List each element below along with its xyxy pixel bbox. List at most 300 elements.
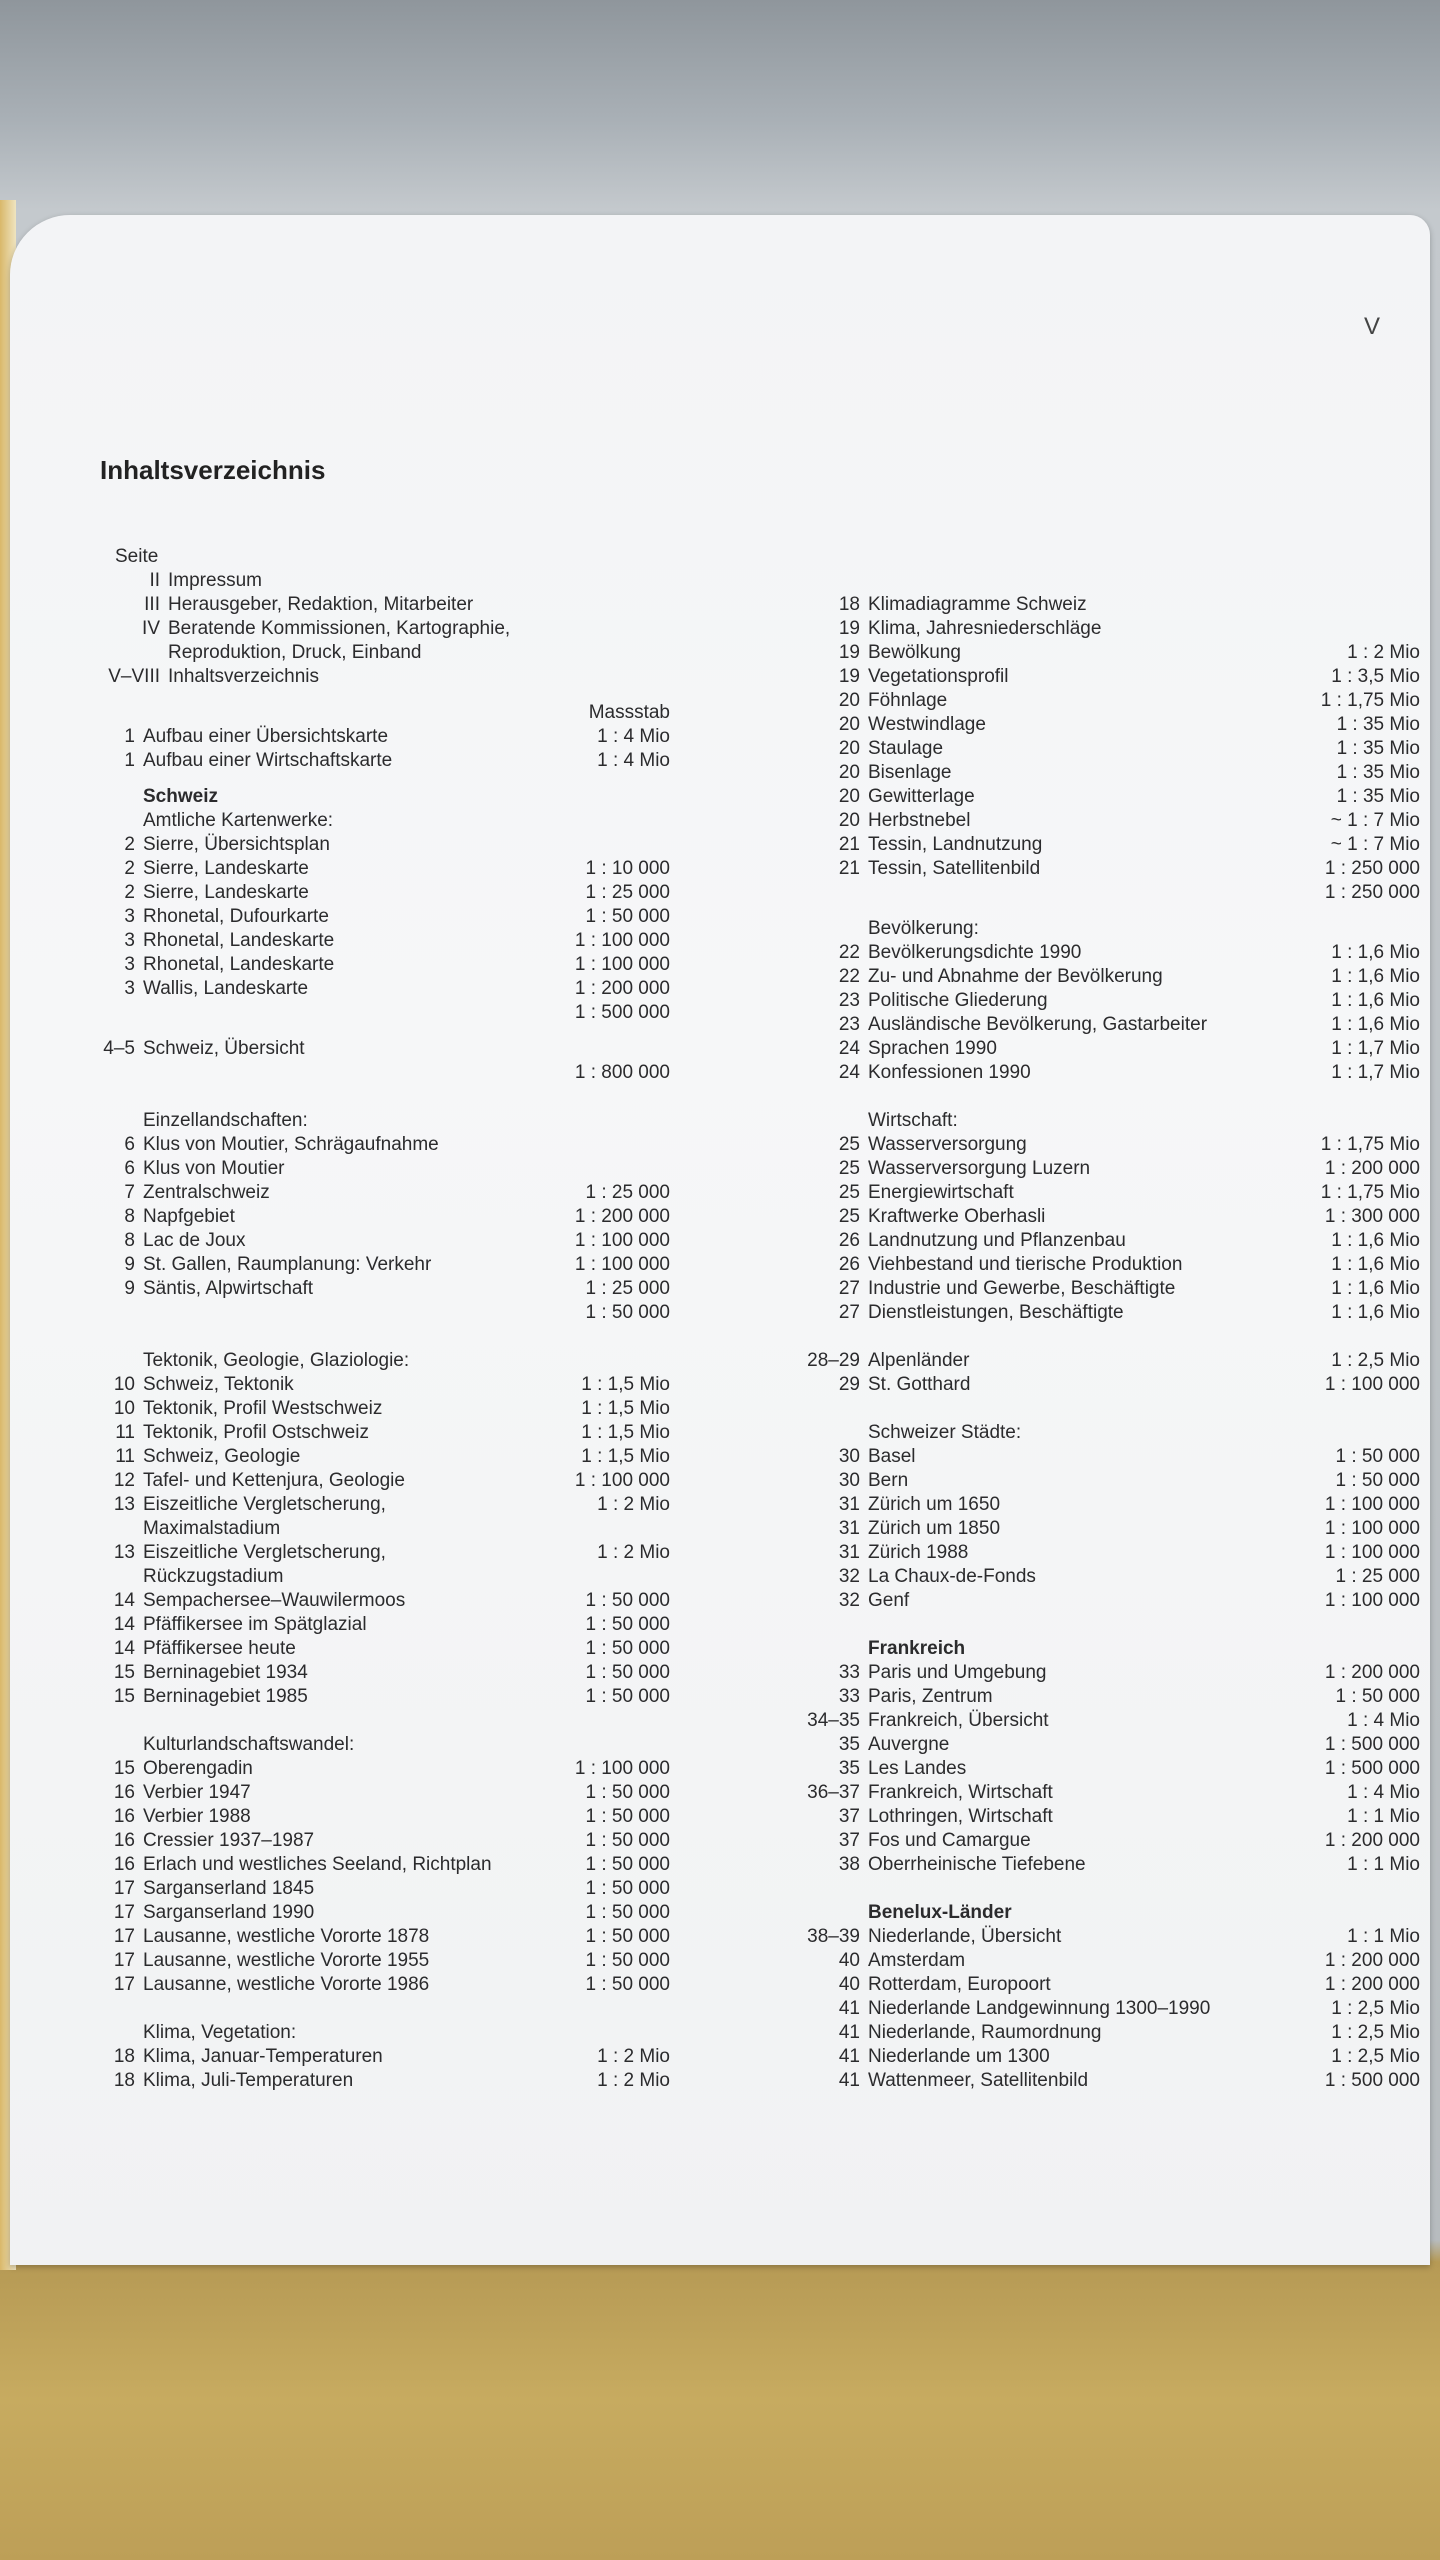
toc-entry xyxy=(40,1181,700,1205)
entry-page-number: 28–29 xyxy=(807,1350,860,1371)
entry-scale: 1 : 100 000 xyxy=(1324,1518,1420,1539)
entry-title: Zentralschweiz xyxy=(143,1182,270,1203)
entry-page-number: 20 xyxy=(838,762,860,783)
entry-page-number: 35 xyxy=(838,1758,860,1779)
toc-group xyxy=(40,1373,700,1709)
entry-page-number: 17 xyxy=(113,1878,135,1899)
entry-title: Staulage xyxy=(868,738,944,759)
entry-scale: 1 : 100 000 xyxy=(1324,1590,1420,1611)
entry-page-number: 14 xyxy=(113,1590,135,1611)
toc-entry xyxy=(40,1493,700,1517)
entry-title: Wasserversorgung xyxy=(868,1134,1027,1155)
entry-scale: 1 : 50 000 xyxy=(585,1830,670,1851)
toc-heading xyxy=(40,545,700,569)
section-heading-schweiz: Schweiz xyxy=(143,786,218,807)
entry-title: Sarganserland 1845 xyxy=(143,1878,315,1899)
entry-scale: 1 : 1,75 Mio xyxy=(1320,1182,1420,1203)
entry-page-number: V–VIII xyxy=(108,666,160,687)
toc-entry xyxy=(40,1565,700,1589)
entry-page-number: 37 xyxy=(838,1806,860,1827)
entry-title: Maximalstadium xyxy=(143,1518,281,1539)
entry-title: Rotterdam, Europoort xyxy=(868,1974,1051,1995)
entry-page-number: 40 xyxy=(838,1974,860,1995)
entry-page-number: 13 xyxy=(113,1494,135,1515)
entry-page-number: 25 xyxy=(838,1206,860,1227)
entry-scale: 1 : 50 000 xyxy=(585,1302,670,1323)
toc-entry xyxy=(770,2045,1420,2069)
toc-entry xyxy=(40,1445,700,1469)
entry-scale: 1 : 50 000 xyxy=(585,1662,670,1683)
entry-title: Auvergne xyxy=(868,1734,950,1755)
entry-title: Schweiz, Geologie xyxy=(143,1446,301,1467)
entry-page-number: 20 xyxy=(838,690,860,711)
toc-entry xyxy=(770,617,1420,641)
toc-entry xyxy=(770,1781,1420,1805)
entry-scale: 1 : 50 000 xyxy=(585,1854,670,1875)
toc-group xyxy=(770,1925,1420,2093)
toc-group xyxy=(770,593,1420,905)
subsection-heading: Wirtschaft: xyxy=(868,1110,958,1131)
toc-group xyxy=(40,725,700,773)
entry-scale: 1 : 50 000 xyxy=(585,1902,670,1923)
toc-entry xyxy=(770,1685,1420,1709)
entry-title: Lausanne, westliche Vororte 1878 xyxy=(143,1926,430,1947)
entry-page-number: 31 xyxy=(838,1518,860,1539)
entry-page-number: 24 xyxy=(838,1038,860,1059)
entry-title: Bewölkung xyxy=(868,642,961,663)
entry-scale: 1 : 1,5 Mio xyxy=(581,1446,670,1467)
seite-label: Seite xyxy=(115,546,159,567)
entry-title: Konfessionen 1990 xyxy=(868,1062,1031,1083)
entry-page-number: 16 xyxy=(113,1806,135,1827)
entry-scale: ~ 1 : 7 Mio xyxy=(1330,834,1420,855)
toc-entry xyxy=(40,1829,700,1853)
entry-title: Bevölkerungsdichte 1990 xyxy=(868,942,1082,963)
toc-entry xyxy=(770,809,1420,833)
entry-page-number: 41 xyxy=(838,2046,860,2067)
entry-page-number: 20 xyxy=(838,738,860,759)
entry-scale: 1 : 2 Mio xyxy=(597,1542,670,1563)
entry-page-number: 13 xyxy=(113,1542,135,1563)
entry-scale: 1 : 50 000 xyxy=(585,906,670,927)
entry-title: Zu- und Abnahme der Bevölkerung xyxy=(868,966,1163,987)
entry-page-number: 23 xyxy=(838,990,860,1011)
entry-scale: 1 : 25 000 xyxy=(1335,1566,1420,1587)
entry-scale: 1 : 35 Mio xyxy=(1336,714,1420,735)
entry-scale: 1 : 1 Mio xyxy=(1347,1854,1420,1875)
entry-title: Bern xyxy=(868,1470,909,1491)
toc-entry xyxy=(40,857,700,881)
entry-page-number: 38 xyxy=(838,1854,860,1875)
entry-scale: 1 : 100 000 xyxy=(574,1758,670,1779)
entry-title: Wallis, Landeskarte xyxy=(143,978,309,999)
entry-scale: 1 : 25 000 xyxy=(585,1278,670,1299)
entry-title: Wasserversorgung Luzern xyxy=(868,1158,1091,1179)
toc-entry xyxy=(770,1181,1420,1205)
entry-page-number: 35 xyxy=(838,1734,860,1755)
entry-title: Herbstnebel xyxy=(868,810,971,831)
toc-entry xyxy=(40,1661,700,1685)
entry-page-number: 21 xyxy=(838,858,860,879)
entry-title: Herausgeber, Redaktion, Mitarbeiter xyxy=(168,594,474,615)
entry-title: Napfgebiet xyxy=(143,1206,235,1227)
entry-title: Säntis, Alpwirtschaft xyxy=(143,1278,314,1299)
entry-title: Tektonik, Profil Westschweiz xyxy=(143,1398,383,1419)
entry-scale: 1 : 50 000 xyxy=(585,1806,670,1827)
entry-scale: 1 : 200 000 xyxy=(1324,1662,1420,1683)
toc-page xyxy=(10,215,1430,2265)
entry-scale: 1 : 50 000 xyxy=(1335,1470,1420,1491)
entry-title: Pfäffikersee im Spätglazial xyxy=(143,1614,367,1635)
entry-page-number: 2 xyxy=(124,882,135,903)
entry-scale: 1 : 500 000 xyxy=(574,1002,670,1023)
entry-scale: 1 : 2,5 Mio xyxy=(1331,2022,1420,2043)
toc-entry xyxy=(40,725,700,749)
entry-scale: 1 : 4 Mio xyxy=(597,750,670,771)
entry-title: Bisenlage xyxy=(868,762,952,783)
toc-entry xyxy=(40,1949,700,1973)
entry-scale: 1 : 2,5 Mio xyxy=(1331,1350,1420,1371)
entry-page-number: 30 xyxy=(838,1446,860,1467)
toc-entry xyxy=(770,2021,1420,2045)
entry-page-number: 11 xyxy=(115,1446,135,1467)
entry-page-number: 15 xyxy=(113,1662,135,1683)
entry-page-number: 21 xyxy=(838,834,860,855)
entry-scale: 1 : 1,75 Mio xyxy=(1320,690,1420,711)
entry-scale: 1 : 2 Mio xyxy=(597,2070,670,2091)
entry-page-number: 1 xyxy=(124,750,135,771)
entry-page-number: 31 xyxy=(838,1542,860,1563)
entry-page-number: 18 xyxy=(838,594,860,615)
toc-left-column xyxy=(40,545,700,2093)
entry-scale: 1 : 300 000 xyxy=(1324,1206,1420,1227)
subsection-heading: Bevölkerung: xyxy=(868,918,979,939)
entry-page-number: 2 xyxy=(124,858,135,879)
entry-page-number: 22 xyxy=(838,942,860,963)
entry-page-number: 9 xyxy=(124,1254,135,1275)
toc-entry xyxy=(770,761,1420,785)
entry-scale: 1 : 25 000 xyxy=(585,882,670,903)
entry-title: Pfäffikersee heute xyxy=(143,1638,296,1659)
entry-page-number: 22 xyxy=(838,966,860,987)
subsection-heading: Tektonik, Geologie, Glaziologie: xyxy=(143,1350,410,1371)
entry-page-number: 17 xyxy=(113,1974,135,1995)
toc-entry xyxy=(770,881,1420,905)
toc-entry xyxy=(770,989,1420,1013)
entry-title: Impressum xyxy=(168,570,262,591)
entry-scale: 1 : 1,6 Mio xyxy=(1331,1302,1420,1323)
entry-scale: 1 : 800 000 xyxy=(574,1062,670,1083)
entry-scale: 1 : 1 Mio xyxy=(1347,1926,1420,1947)
entry-title: Sierre, Landeskarte xyxy=(143,882,309,903)
entry-scale: 1 : 50 000 xyxy=(585,1878,670,1899)
entry-scale: 1 : 2,5 Mio xyxy=(1331,2046,1420,2067)
entry-page-number: IV xyxy=(142,618,160,639)
entry-scale: 1 : 1,6 Mio xyxy=(1331,1278,1420,1299)
entry-title: Basel xyxy=(868,1446,916,1467)
toc-entry xyxy=(40,1001,700,1025)
entry-title: Amsterdam xyxy=(868,1950,966,1971)
toc-entry xyxy=(40,929,700,953)
entry-title: Zürich um 1850 xyxy=(868,1518,1001,1539)
entry-page-number: 4–5 xyxy=(103,1038,135,1059)
toc-entry xyxy=(40,1133,700,1157)
toc-entry xyxy=(770,737,1420,761)
entry-scale: 1 : 50 000 xyxy=(585,1926,670,1947)
entry-page-number: 24 xyxy=(838,1062,860,1083)
toc-entry xyxy=(40,905,700,929)
entry-page-number: 27 xyxy=(838,1278,860,1299)
toc-entry xyxy=(40,833,700,857)
entry-scale: 1 : 500 000 xyxy=(1324,2070,1420,2091)
toc-entry xyxy=(770,665,1420,689)
entry-page-number: 15 xyxy=(113,1758,135,1779)
entry-scale: 1 : 100 000 xyxy=(574,1230,670,1251)
entry-page-number: 26 xyxy=(838,1230,860,1251)
entry-title: Westwindlage xyxy=(868,714,986,735)
page-title: Inhaltsverzeichnis xyxy=(100,455,326,485)
toc-entry xyxy=(40,1901,700,1925)
entry-title: Klima, Januar-Temperaturen xyxy=(143,2046,383,2067)
entry-page-number: 6 xyxy=(124,1158,135,1179)
entry-page-number: 26 xyxy=(838,1254,860,1275)
entry-title: Tessin, Landnutzung xyxy=(868,834,1043,855)
entry-page-number: 32 xyxy=(838,1566,860,1587)
entry-page-number: 3 xyxy=(124,954,135,975)
entry-page-number: II xyxy=(149,570,160,591)
entry-title: Cressier 1937–1987 xyxy=(143,1830,315,1851)
entry-title: Rückzugstadium xyxy=(143,1566,284,1587)
toc-entry xyxy=(770,1037,1420,1061)
entry-scale: 1 : 2 Mio xyxy=(1347,642,1420,663)
entry-title: Niederlande, Raumordnung xyxy=(868,2022,1102,2043)
entry-title: Alpenländer xyxy=(868,1350,970,1371)
entry-page-number: 19 xyxy=(838,618,860,639)
entry-title: Sierre, Landeskarte xyxy=(143,858,309,879)
entry-page-number: 8 xyxy=(124,1206,135,1227)
entry-title: La Chaux-de-Fonds xyxy=(868,1566,1036,1587)
toc-entry xyxy=(770,689,1420,713)
toc-group xyxy=(40,833,700,1025)
entry-page-number: 41 xyxy=(838,1998,860,2019)
entry-scale: 1 : 200 000 xyxy=(1324,1974,1420,1995)
toc-entry xyxy=(40,1589,700,1613)
entry-title: Klima, Jahresniederschläge xyxy=(868,618,1102,639)
entry-scale: 1 : 25 000 xyxy=(585,1182,670,1203)
entry-scale: 1 : 100 000 xyxy=(1324,1374,1420,1395)
entry-page-number: 20 xyxy=(838,810,860,831)
entry-page-number: 3 xyxy=(124,906,135,927)
entry-scale: 1 : 100 000 xyxy=(574,954,670,975)
entry-title: Lausanne, westliche Vororte 1955 xyxy=(143,1950,430,1971)
entry-page-number: 15 xyxy=(113,1686,135,1707)
entry-title: Rhonetal, Landeskarte xyxy=(143,954,335,975)
entry-scale: ~ 1 : 7 Mio xyxy=(1330,810,1420,831)
entry-title: Ausländische Bevölkerung, Gastarbeiter xyxy=(868,1014,1208,1035)
entry-title: Reproduktion, Druck, Einband xyxy=(168,642,422,663)
section-heading-frankreich: Frankreich xyxy=(868,1638,966,1659)
entry-title: Les Landes xyxy=(868,1758,967,1779)
entry-page-number: 25 xyxy=(838,1158,860,1179)
entry-page-number: 40 xyxy=(838,1950,860,1971)
entry-page-number: 18 xyxy=(113,2046,135,2067)
entry-scale: 1 : 1,6 Mio xyxy=(1331,942,1420,963)
entry-scale: 1 : 100 000 xyxy=(1324,1542,1420,1563)
entry-title: Fos und Camargue xyxy=(868,1830,1031,1851)
front-matter-list xyxy=(40,569,700,689)
entry-scale: 1 : 3,5 Mio xyxy=(1331,666,1420,687)
toc-entry xyxy=(770,833,1420,857)
entry-scale: 1 : 50 000 xyxy=(1335,1686,1420,1707)
entry-page-number: 9 xyxy=(124,1278,135,1299)
toc-entry xyxy=(770,1661,1420,1685)
toc-entry xyxy=(770,1829,1420,1853)
toc-entry xyxy=(770,1541,1420,1565)
toc-entry xyxy=(770,2069,1420,2093)
entry-scale: 1 : 1,5 Mio xyxy=(581,1398,670,1419)
entry-title: Lothringen, Wirtschaft xyxy=(868,1806,1053,1827)
entry-scale: 1 : 2 Mio xyxy=(597,2046,670,2067)
toc-entry xyxy=(40,1757,700,1781)
toc-entry xyxy=(40,977,700,1001)
entry-page-number: 3 xyxy=(124,930,135,951)
entry-page-number: 33 xyxy=(838,1662,860,1683)
entry-scale: 1 : 1,7 Mio xyxy=(1331,1062,1420,1083)
entry-scale: 1 : 1,6 Mio xyxy=(1331,1014,1420,1035)
entry-page-number: 10 xyxy=(113,1374,135,1395)
entry-scale: 1 : 4 Mio xyxy=(597,726,670,747)
entry-title: Gewitterlage xyxy=(868,786,975,807)
entry-scale: 1 : 200 000 xyxy=(574,978,670,999)
toc-group xyxy=(770,1349,1420,1397)
entry-page-number: 30 xyxy=(838,1470,860,1491)
entry-title: Paris und Umgebung xyxy=(868,1662,1047,1683)
entry-page-number: 12 xyxy=(113,1470,135,1491)
entry-title: Niederlande Landgewinnung 1300–1990 xyxy=(868,1998,1211,2019)
toc-entry xyxy=(770,1445,1420,1469)
toc-entry xyxy=(770,1733,1420,1757)
toc-entry xyxy=(770,1709,1420,1733)
entry-page-number: 41 xyxy=(838,2070,860,2091)
entry-title: Rhonetal, Dufourkarte xyxy=(143,906,329,927)
entry-title: Föhnlage xyxy=(868,690,948,711)
entry-scale: 1 : 250 000 xyxy=(1324,858,1420,879)
entry-title: Politische Gliederung xyxy=(868,990,1048,1011)
entry-scale: 1 : 100 000 xyxy=(574,930,670,951)
entry-page-number: 16 xyxy=(113,1854,135,1875)
entry-title: Tafel- und Kettenjura, Geologie xyxy=(143,1470,405,1491)
entry-scale: 1 : 35 Mio xyxy=(1336,786,1420,807)
entry-page-number: 31 xyxy=(838,1494,860,1515)
entry-page-number: 33 xyxy=(838,1686,860,1707)
entry-page-number: 25 xyxy=(838,1134,860,1155)
subsection-heading: Kulturlandschaftswandel: xyxy=(143,1734,355,1755)
entry-scale: 1 : 200 000 xyxy=(1324,1158,1420,1179)
entry-page-number: 8 xyxy=(124,1230,135,1251)
entry-title: Oberengadin xyxy=(143,1758,253,1779)
entry-title: Tektonik, Profil Ostschweiz xyxy=(143,1422,369,1443)
entry-page-number: 18 xyxy=(113,2070,135,2091)
entry-title: Zürich 1988 xyxy=(868,1542,969,1563)
toc-entry xyxy=(770,1205,1420,1229)
entry-page-number: 14 xyxy=(113,1638,135,1659)
toc-entry xyxy=(40,641,700,665)
entry-page-number: 36–37 xyxy=(807,1782,860,1803)
toc-entry xyxy=(770,1061,1420,1085)
entry-page-number: 6 xyxy=(124,1134,135,1155)
entry-title: Zürich um 1650 xyxy=(868,1494,1001,1515)
toc-entry xyxy=(40,617,700,641)
toc-entry xyxy=(40,1253,700,1277)
entry-title: Kraftwerke Oberhasli xyxy=(868,1206,1046,1227)
entry-title: Dienstleistungen, Beschäftigte xyxy=(868,1302,1124,1323)
toc-group xyxy=(40,1037,700,1085)
entry-page-number: 19 xyxy=(838,642,860,663)
entry-scale: 1 : 1,6 Mio xyxy=(1331,990,1420,1011)
entry-page-number: 29 xyxy=(838,1374,860,1395)
toc-entry xyxy=(40,749,700,773)
entry-page-number: 20 xyxy=(838,786,860,807)
entry-scale: 1 : 1,6 Mio xyxy=(1331,966,1420,987)
toc-entry xyxy=(770,941,1420,965)
toc-entry xyxy=(770,1301,1420,1325)
page-number: V xyxy=(1363,313,1380,340)
toc-entry xyxy=(40,1061,700,1085)
entry-title: Energiewirtschaft xyxy=(868,1182,1014,1203)
toc-entry xyxy=(40,881,700,905)
entry-page-number: 19 xyxy=(838,666,860,687)
entry-scale: 1 : 500 000 xyxy=(1324,1734,1420,1755)
entry-title: Sierre, Übersichtsplan xyxy=(143,834,330,855)
entry-title: St. Gotthard xyxy=(868,1374,971,1395)
entry-title: Klus von Moutier, Schrägaufnahme xyxy=(143,1134,439,1155)
entry-title: Landnutzung und Pflanzenbau xyxy=(868,1230,1126,1251)
toc-entry xyxy=(40,1301,700,1325)
entry-title: Viehbestand und tierische Produktion xyxy=(868,1254,1183,1275)
entry-scale: 1 : 1,75 Mio xyxy=(1320,1134,1420,1155)
entry-page-number: 34–35 xyxy=(807,1710,860,1731)
subsection-heading: Klima, Vegetation: xyxy=(143,2022,297,2043)
entry-page-number: 16 xyxy=(113,1830,135,1851)
entry-page-number: 17 xyxy=(113,1902,135,1923)
toc-entry xyxy=(770,1373,1420,1397)
entry-title: Frankreich, Wirtschaft xyxy=(868,1782,1053,1803)
entry-scale: 1 : 250 000 xyxy=(1324,882,1420,903)
toc-entry xyxy=(770,857,1420,881)
entry-scale: 1 : 4 Mio xyxy=(1347,1710,1420,1731)
entry-title: Lausanne, westliche Vororte 1986 xyxy=(143,1974,430,1995)
entry-title: Lac de Joux xyxy=(143,1230,246,1251)
toc-entry xyxy=(40,1157,700,1181)
entry-page-number: 14 xyxy=(113,1614,135,1635)
entry-page-number: 11 xyxy=(115,1422,135,1443)
entry-page-number: 38–39 xyxy=(807,1926,860,1947)
toc-entry xyxy=(770,1805,1420,1829)
entry-scale: 1 : 4 Mio xyxy=(1347,1782,1420,1803)
entry-title: Aufbau einer Wirtschaftskarte xyxy=(143,750,393,771)
toc-group xyxy=(770,941,1420,1085)
entry-scale: 1 : 1,7 Mio xyxy=(1331,1038,1420,1059)
entry-title: Genf xyxy=(868,1590,910,1611)
entry-scale: 1 : 1,6 Mio xyxy=(1331,1230,1420,1251)
entry-title: Verbier 1988 xyxy=(143,1806,251,1827)
entry-title: Oberrheinische Tiefebene xyxy=(868,1854,1086,1875)
entry-scale: 1 : 500 000 xyxy=(1324,1758,1420,1779)
toc-entry xyxy=(40,1373,700,1397)
entry-page-number: 37 xyxy=(838,1830,860,1851)
entry-title: Wattenmeer, Satellitenbild xyxy=(868,2070,1089,2091)
entry-scale: 1 : 100 000 xyxy=(574,1254,670,1275)
